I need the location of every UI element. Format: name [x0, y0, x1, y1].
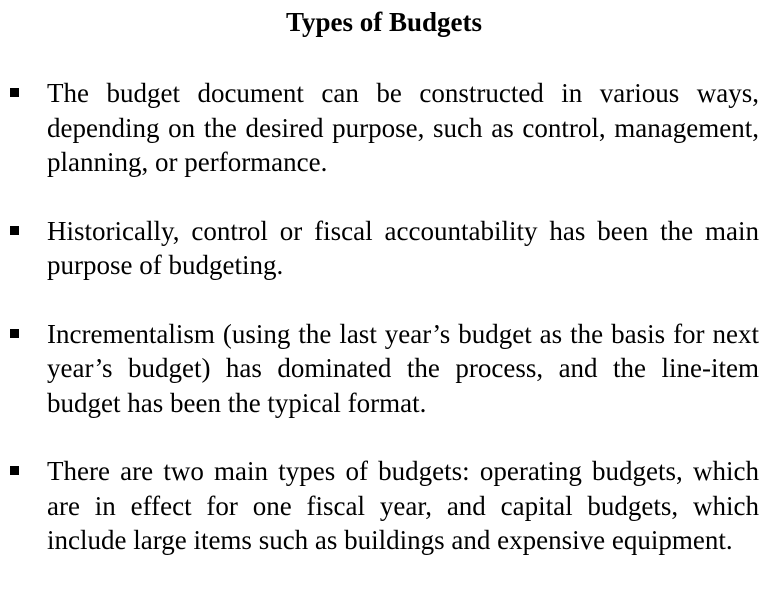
bullet-list — [0, 76, 768, 592]
bullet-item-budget-types — [0, 454, 768, 558]
square-bullet-icon — [10, 466, 19, 475]
slide-title: Types of Budgets — [285, 7, 483, 37]
bullet-item-incrementalism — [0, 317, 768, 421]
bullet-item-fiscal-accountability — [0, 214, 768, 283]
bullet-text: There are two main types of budgets: operating budgets, which are in effect for one fiscal year, and capital budgets, which include large items such as buildings and expensive equipment. — [47, 456, 759, 555]
bullet-item-control-management — [0, 76, 768, 180]
square-bullet-icon — [10, 329, 19, 338]
square-bullet-icon — [10, 88, 19, 97]
bullet-text: Incrementalism (using the last year’s budget as the basis for next year’s budget) has dominated the process, and the line-item budget has been the typical format. — [47, 318, 759, 418]
bullet-text: Historically, control or fiscal accountability has been the main purpose of budgeting. — [47, 215, 759, 280]
bullet-text: The budget document can be constructed in various ways, depending on the desired purpose, such as control, management, planning, or performance. — [47, 78, 759, 177]
square-bullet-icon — [10, 226, 19, 235]
